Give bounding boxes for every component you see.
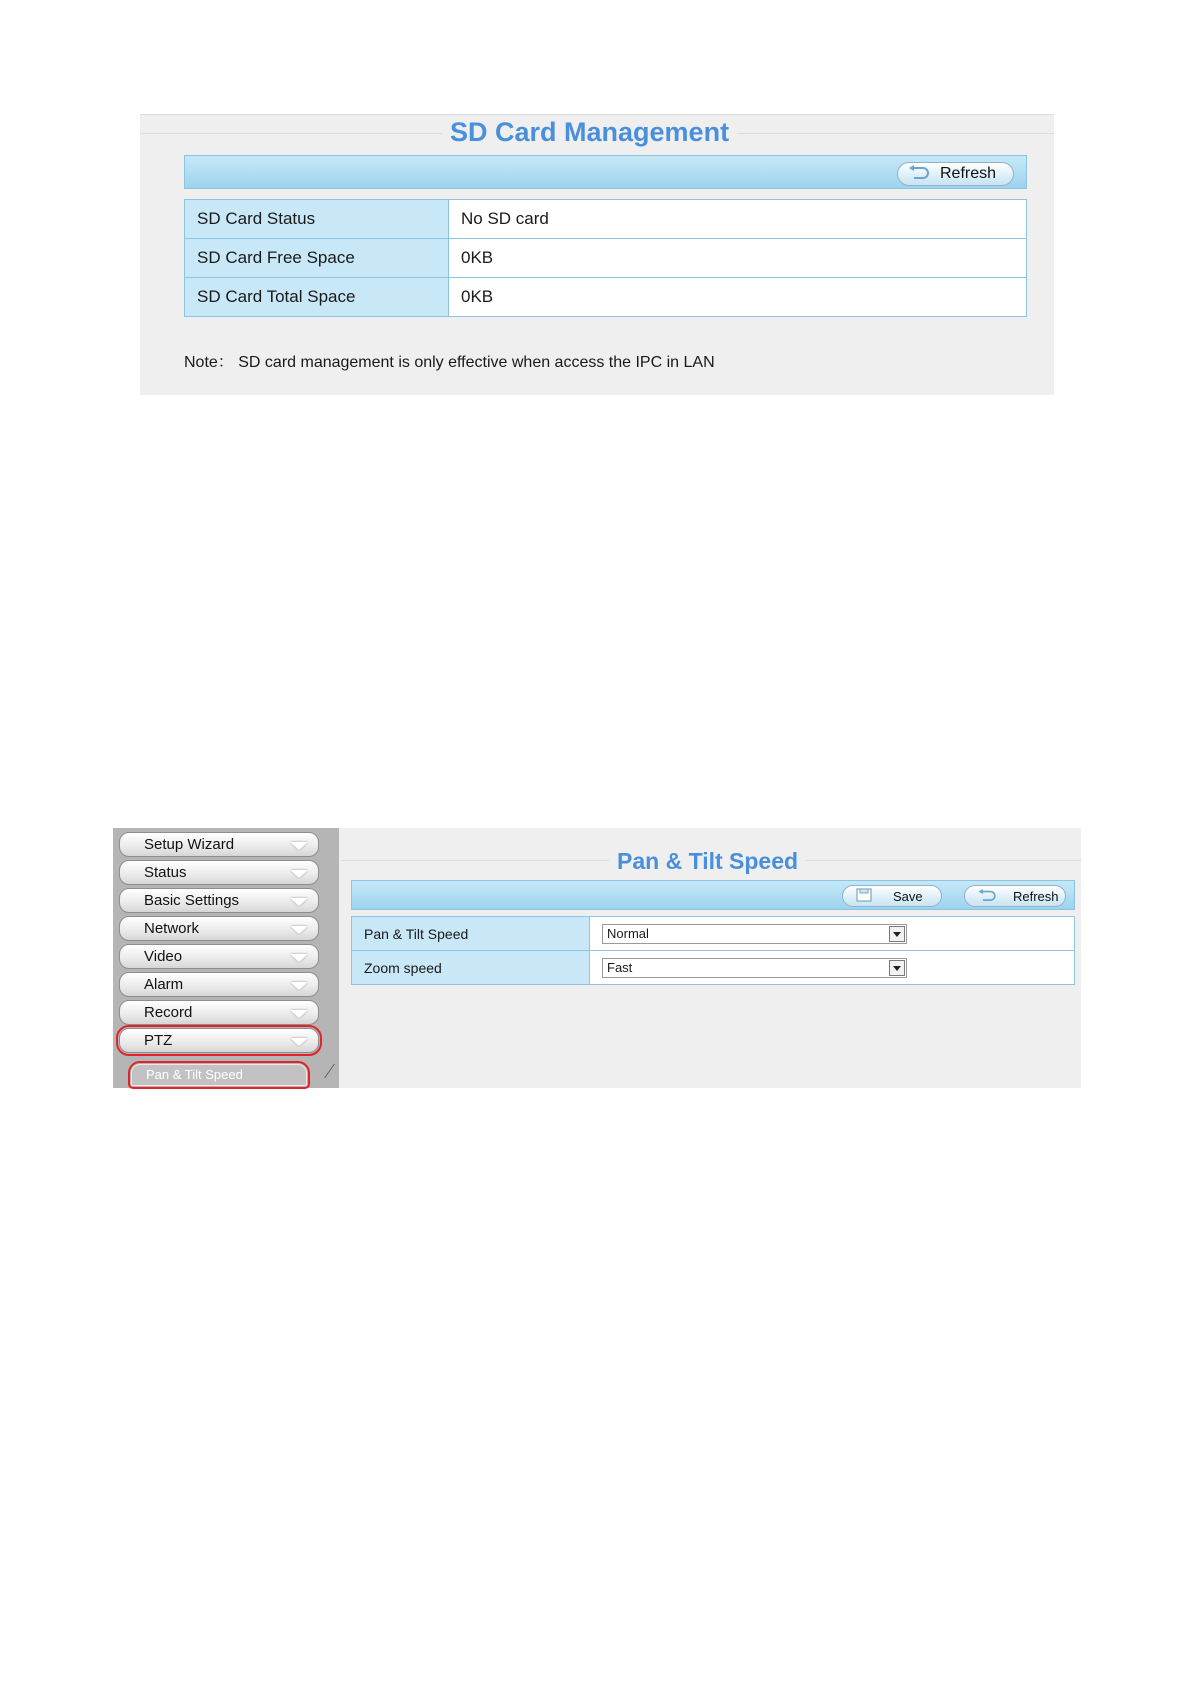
pan-tilt-speed-cell bbox=[590, 917, 1075, 951]
ptz-settings-table bbox=[351, 916, 1075, 985]
sidebar-item-label: Network bbox=[144, 920, 200, 937]
sd-card-status-label: SD Card Status bbox=[185, 200, 449, 239]
dropdown-arrow-icon bbox=[889, 926, 905, 942]
refresh-icon bbox=[908, 165, 932, 184]
zoom-speed-selected-value: Fast bbox=[607, 959, 633, 975]
sidebar-item-video[interactable] bbox=[119, 944, 319, 969]
sidebar-item-label: Video bbox=[144, 948, 183, 965]
sidebar-item-network[interactable] bbox=[119, 916, 319, 941]
refresh-button[interactable] bbox=[964, 885, 1066, 907]
chevron-down-icon bbox=[290, 898, 308, 906]
sd-card-note: Note： SD card management is only effective when access the IPC in LAN bbox=[184, 354, 715, 371]
chevron-down-icon bbox=[290, 1010, 308, 1018]
table-row bbox=[185, 239, 1027, 278]
chevron-down-icon bbox=[290, 954, 308, 962]
dropdown-arrow-icon bbox=[889, 960, 905, 976]
page-title: SD Card Management bbox=[442, 117, 737, 148]
toolbar bbox=[184, 155, 1027, 189]
sidebar-item-label: Setup Wizard bbox=[144, 836, 235, 853]
sidebar-collapse-handle[interactable] bbox=[324, 1064, 345, 1078]
table-row bbox=[352, 951, 1075, 985]
sidebar-item-ptz[interactable] bbox=[119, 1028, 319, 1053]
save-button[interactable] bbox=[842, 885, 942, 907]
toolbar bbox=[351, 880, 1075, 910]
sd-card-info-table bbox=[184, 199, 1027, 317]
sidebar-item-basic-settings[interactable] bbox=[119, 888, 319, 913]
zoom-speed-cell bbox=[590, 951, 1075, 985]
chevron-down-icon bbox=[290, 926, 308, 934]
refresh-button-label: Refresh bbox=[1013, 888, 1059, 904]
sidebar-item-label: PTZ bbox=[144, 1032, 173, 1049]
sidebar-item-label: Record bbox=[144, 1004, 193, 1021]
refresh-button-label: Refresh bbox=[940, 165, 997, 182]
save-icon bbox=[855, 888, 873, 905]
pan-tilt-speed-label: Pan & Tilt Speed bbox=[352, 917, 590, 951]
refresh-button[interactable] bbox=[897, 162, 1014, 186]
sidebar-item-label: Basic Settings bbox=[144, 892, 240, 909]
pan-tilt-speed-screen bbox=[113, 828, 1081, 1088]
sd-card-status-value: No SD card bbox=[449, 200, 1027, 239]
sidebar-subitem-pan-tilt-speed[interactable] bbox=[131, 1064, 307, 1086]
table-row bbox=[185, 278, 1027, 317]
sidebar-item-record[interactable] bbox=[119, 1000, 319, 1025]
chevron-down-icon bbox=[290, 982, 308, 990]
sd-card-management-panel bbox=[140, 114, 1054, 395]
chevron-down-icon bbox=[290, 842, 308, 850]
zoom-speed-label: Zoom speed bbox=[352, 951, 590, 985]
sd-card-total-space-value: 0KB bbox=[449, 278, 1027, 317]
sd-card-free-space-label: SD Card Free Space bbox=[185, 239, 449, 278]
sidebar-item-label: Alarm bbox=[144, 976, 184, 993]
table-row bbox=[185, 200, 1027, 239]
chevron-down-icon bbox=[290, 1038, 308, 1046]
refresh-icon bbox=[977, 889, 999, 904]
save-button-label: Save bbox=[893, 888, 923, 904]
sidebar-item-label: Status bbox=[144, 864, 187, 881]
zoom-speed-select[interactable] bbox=[602, 958, 907, 978]
sd-card-total-space-label: SD Card Total Space bbox=[185, 278, 449, 317]
sidebar-item-setup-wizard[interactable] bbox=[119, 832, 319, 857]
sidebar-subitem-label: Pan & Tilt Speed bbox=[146, 1067, 243, 1082]
page-title: Pan & Tilt Speed bbox=[609, 848, 806, 875]
sidebar-item-status[interactable] bbox=[119, 860, 319, 885]
sidebar bbox=[113, 828, 339, 1088]
sidebar-item-alarm[interactable] bbox=[119, 972, 319, 997]
table-row bbox=[352, 917, 1075, 951]
sd-card-free-space-value: 0KB bbox=[449, 239, 1027, 278]
chevron-down-icon bbox=[290, 870, 308, 878]
pan-tilt-speed-select[interactable] bbox=[602, 924, 907, 944]
pan-tilt-speed-selected-value: Normal bbox=[607, 925, 649, 941]
